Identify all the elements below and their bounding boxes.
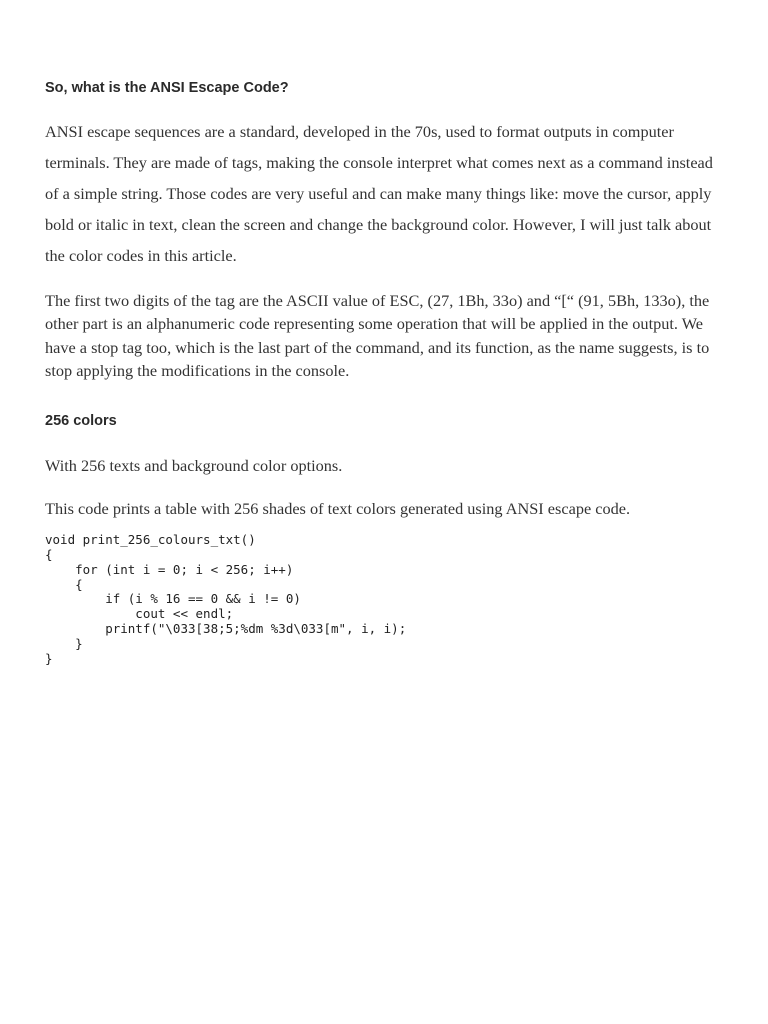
paragraph-intro: ANSI escape sequences are a standard, developed in the 70s, used to format outputs in computer terminals. They are made of tags, making the console interpret what comes next as a command instead of a simple string. Those codes are very useful and can make many things like: move the cursor, apply bold or italic in text, clean the screen and change the background color. However, I will just talk about the color codes in this article. — [45, 122, 713, 265]
section-heading-ansi: So, what is the ANSI Escape Code? — [45, 80, 289, 96]
code-block: void print_256_colours_txt() { for (int i = 0; i < 256; i++) { if (i % 16 == 0 && i != 0) cout << endl; printf("\033[38;5;%dm %3d\033[m", i, i); } } — [45, 532, 407, 666]
paragraph-code-intro: This code prints a table with 256 shades of text colors generated using ANSI escape code. — [45, 499, 631, 519]
section-heading-256-colors: 256 colors — [45, 413, 117, 430]
paragraph-tag-digits: The first two digits of the tag are the ASCII value of ESC, (27, 1Bh, 33o) and “[“ (91, 5Bh, 133o), the other part is an alphanumeric code representing some operation that will be applied in the output. We have a stop tag too, which is the last part of the command, and its function, as the name suggests, is to stop applying the modifications in the console. — [45, 291, 710, 380]
article-body — [45, 0, 725, 666]
paragraph-256-options: With 256 texts and background color options. — [45, 456, 343, 476]
